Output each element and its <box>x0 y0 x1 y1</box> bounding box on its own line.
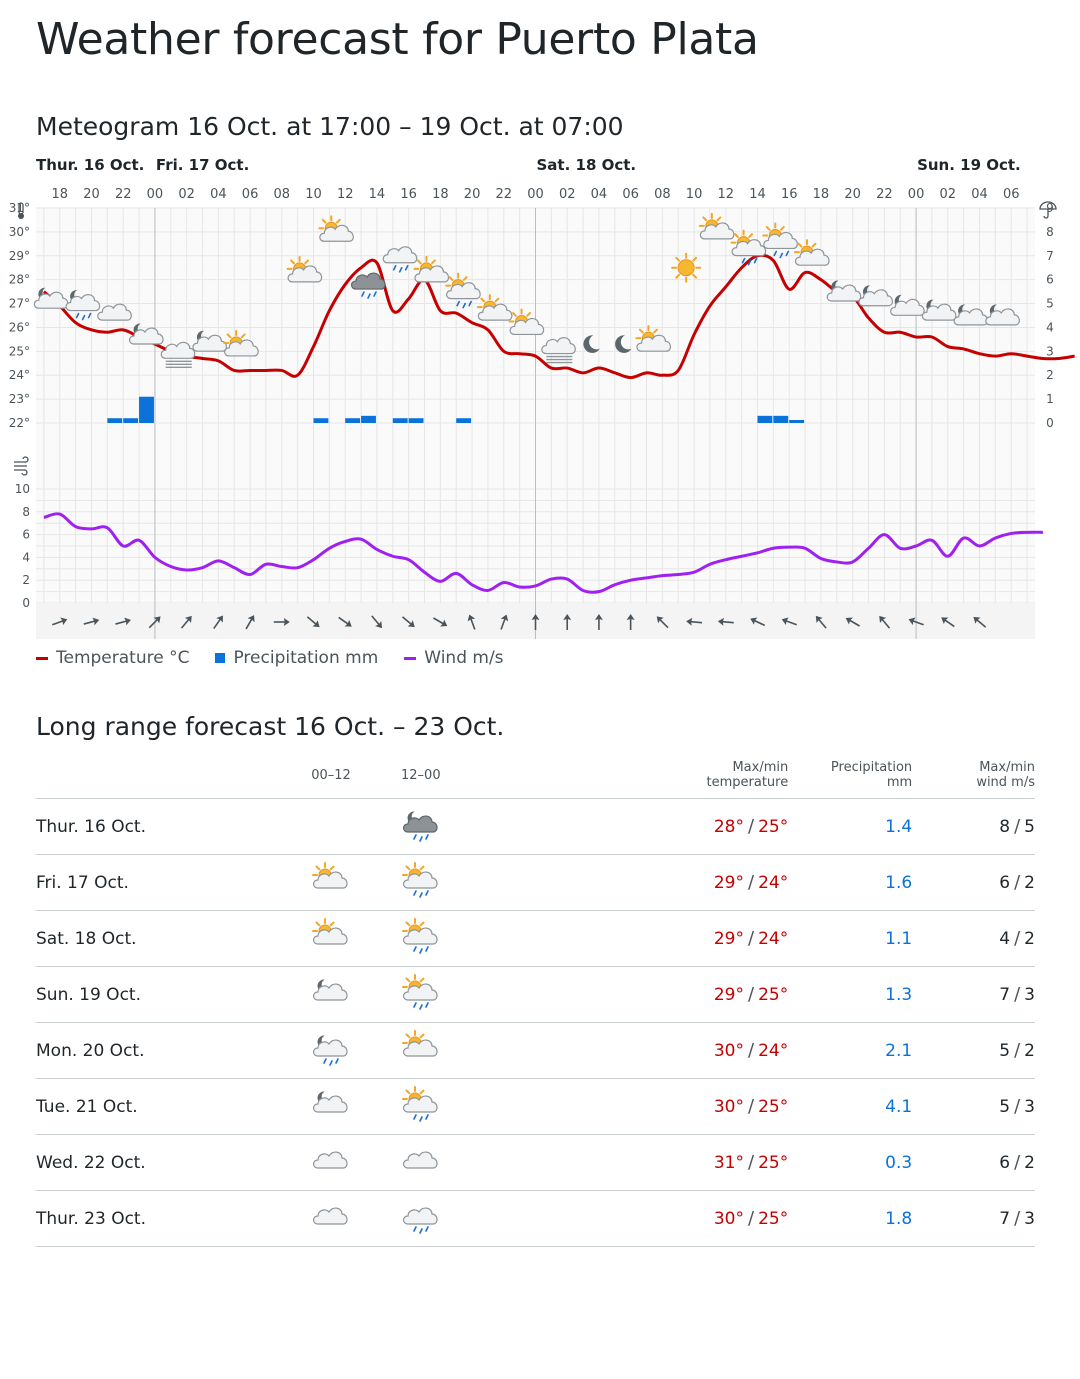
cloudy-icon <box>309 1141 353 1185</box>
forecast-day-symbol <box>376 967 466 1023</box>
temp-tick: 30° <box>8 224 30 239</box>
partly-cloudy-night-glyph <box>314 1091 348 1111</box>
temp-tick: 31° <box>8 201 30 215</box>
precip-tick: 0 <box>1046 416 1054 430</box>
partly-cloudy-rain-day-icon <box>399 861 443 905</box>
forecast-temperature <box>647 911 788 967</box>
temp-tick: 28° <box>8 272 30 287</box>
partly-cloudy-day-glyph <box>403 1031 437 1056</box>
header-temperature-line1: Max/min <box>732 760 789 775</box>
hour-label: 04 <box>590 187 608 202</box>
hour-label: 22 <box>495 187 513 202</box>
forecast-day-symbol <box>376 855 466 911</box>
header-day-period: 12–00 <box>376 752 466 799</box>
hour-label: 00 <box>146 187 164 202</box>
forecast-wind <box>912 1135 1035 1191</box>
precipitation-bar <box>314 418 329 423</box>
hour-label: 18 <box>432 187 449 202</box>
precipitation-bar <box>456 418 471 423</box>
forecast-night-symbol <box>286 1023 376 1079</box>
partly-cloudy-sun-glyph <box>313 919 347 944</box>
hour-label: 16 <box>400 187 417 202</box>
forecast-temperature <box>647 1023 788 1079</box>
forecast-day: Tue. 21 Oct. <box>36 1079 286 1135</box>
hour-label: 08 <box>654 187 671 202</box>
header-wind-line1: Max/min <box>979 760 1035 775</box>
meteogram-legend <box>36 648 504 668</box>
hour-label: 18 <box>51 187 69 202</box>
wind-tick: 2 <box>22 573 30 588</box>
forecast-precipitation: 2.1 <box>788 1023 912 1079</box>
header-precipitation-line1: Precipitation <box>830 760 913 775</box>
long-range-table <box>36 752 1035 1247</box>
hour-label: 04 <box>210 187 227 202</box>
forecast-day-symbol <box>376 911 466 967</box>
wind-tick: 0 <box>22 596 30 610</box>
wind-min: 2 <box>1024 1153 1035 1173</box>
forecast-day: Sat. 18 Oct. <box>36 911 286 967</box>
forecast-precipitation: 1.1 <box>788 911 912 967</box>
wind-separator: / <box>1014 1096 1021 1117</box>
wind-separator: / <box>1014 984 1021 1005</box>
temp-min: 25° <box>758 1153 789 1173</box>
day-label: Sat. 18 Oct. <box>536 156 637 174</box>
precip-tick: 4 <box>1046 320 1054 335</box>
temp-min: 24° <box>758 1041 789 1061</box>
temp-max: 29° <box>713 873 744 893</box>
temp-tick: 24° <box>8 368 30 383</box>
forecast-temperature <box>647 1191 788 1247</box>
hour-label: 02 <box>178 187 195 202</box>
heavy-rain-cloud-night-glyph <box>403 811 437 840</box>
precip-tick: 6 <box>1046 272 1054 287</box>
hour-label: 14 <box>368 187 386 202</box>
forecast-wind <box>912 799 1035 855</box>
wind-tick: 4 <box>22 550 30 565</box>
page-title: Weather forecast for Puerto Plata <box>36 14 759 65</box>
wind-tick: 10 <box>14 482 30 496</box>
wind-max: 7 <box>999 985 1011 1005</box>
forecast-day-symbol <box>376 1191 466 1247</box>
precipitation-bar <box>773 416 788 423</box>
partly-cloudy-night-icon <box>309 1085 353 1129</box>
long-range-title: Long range forecast 16 Oct. – 23 Oct. <box>36 712 505 741</box>
forecast-night-symbol <box>286 1079 376 1135</box>
day-label: Fri. 17 Oct. <box>155 156 250 174</box>
cloudy-icon <box>399 1141 443 1185</box>
hour-label: 00 <box>907 187 925 202</box>
legend-temperature <box>36 648 189 668</box>
partly-cloudy-day-icon <box>309 861 353 905</box>
precip-tick: 1 <box>1046 392 1054 407</box>
forecast-spacer <box>466 911 647 967</box>
wind-tick: 8 <box>22 504 30 519</box>
header-night: 00–12 <box>286 752 376 799</box>
forecast-temperature <box>647 967 788 1023</box>
temp-max: 30° <box>713 1097 744 1117</box>
forecast-temperature <box>647 1135 788 1191</box>
forecast-day-symbol <box>376 1135 466 1191</box>
forecast-row[interactable] <box>36 1023 1035 1079</box>
forecast-day: Thur. 23 Oct. <box>36 1191 286 1247</box>
temp-tick: 27° <box>8 296 30 311</box>
partly-cloudy-rain-day-glyph <box>403 975 437 1009</box>
header-temperature <box>647 752 788 799</box>
partly-cloudy-rain-night-icon <box>309 1029 353 1073</box>
forecast-wind <box>912 911 1035 967</box>
partly-cloudy-rain-day-icon <box>399 1085 443 1129</box>
wind-min: 2 <box>1024 873 1035 893</box>
precip-tick: 7 <box>1046 248 1054 263</box>
wind-max: 7 <box>999 1209 1011 1229</box>
partly-cloudy-rain-night-glyph <box>314 1035 348 1064</box>
forecast-spacer <box>466 855 647 911</box>
forecast-day-symbol <box>376 1023 466 1079</box>
cloudy-glyph <box>403 1152 437 1168</box>
partly-cloudy-day-glyph <box>313 863 347 888</box>
meteogram-hours <box>52 187 1020 202</box>
forecast-row[interactable] <box>36 1135 1035 1191</box>
rain-cloud-icon <box>399 1197 443 1241</box>
header-precipitation-line2: mm <box>886 775 913 790</box>
day-label: Sun. 19 Oct. <box>917 156 1021 174</box>
rain-cloud-glyph <box>403 1208 437 1233</box>
forecast-spacer <box>466 799 647 855</box>
forecast-row[interactable] <box>36 799 1035 855</box>
partly-cloudy-sun-icon <box>309 917 353 961</box>
sun-icon <box>672 254 700 282</box>
temp-tick: 25° <box>8 344 30 359</box>
precipitation-bar <box>139 397 154 423</box>
temp-max: 29° <box>713 985 744 1005</box>
header-wind <box>912 752 1035 799</box>
precip-tick: 3 <box>1046 344 1054 359</box>
wind-max: 5 <box>999 1041 1011 1061</box>
cloudy-glyph <box>314 1208 348 1224</box>
temp-tick: 26° <box>8 320 30 335</box>
forecast-day: Fri. 17 Oct. <box>36 855 286 911</box>
precipitation-bar <box>789 420 804 423</box>
forecast-spacer <box>466 1079 647 1135</box>
precip-tick: 5 <box>1046 296 1054 311</box>
wind-max: 6 <box>999 873 1011 893</box>
hour-label: 04 <box>971 187 988 202</box>
temp-max: 29° <box>713 929 744 949</box>
wind-separator: / <box>1014 928 1021 949</box>
precipitation-bar <box>361 416 376 423</box>
hour-label: 12 <box>717 187 735 202</box>
meteogram-chart <box>0 150 1080 645</box>
header-day <box>36 752 286 799</box>
hour-label: 22 <box>114 187 132 202</box>
header-temperature-line2: temperature <box>706 775 789 790</box>
legend-wind <box>404 648 503 668</box>
wind-separator: / <box>1014 1152 1021 1173</box>
precipitation-bar <box>107 418 122 423</box>
partly-cloudy-night-glyph <box>314 979 348 999</box>
hour-label: 02 <box>558 187 576 202</box>
forecast-precipitation: 1.6 <box>788 855 912 911</box>
wind-min: 3 <box>1024 1209 1035 1229</box>
precip-tick: 9 <box>1046 201 1054 215</box>
hour-label: 16 <box>780 187 798 202</box>
temp-max: 28° <box>713 817 744 837</box>
temp-tick: 22° <box>8 416 30 430</box>
hour-label: 00 <box>527 187 544 202</box>
temp-min: 25° <box>758 1097 789 1117</box>
wind-separator: / <box>1014 1040 1021 1061</box>
forecast-precipitation: 0.3 <box>788 1135 912 1191</box>
forecast-spacer <box>466 1023 647 1079</box>
precipitation-bar <box>123 418 138 423</box>
hour-label: 06 <box>1002 187 1020 202</box>
temp-tick: 29° <box>8 248 30 263</box>
temp-max: 31° <box>713 1153 744 1173</box>
temp-min: 24° <box>758 873 789 893</box>
forecast-day: Thur. 16 Oct. <box>36 799 286 855</box>
meteogram-title: Meteogram 16 Oct. at 17:00 – 19 Oct. at 07:00 <box>36 112 624 141</box>
forecast-row[interactable] <box>36 1079 1035 1135</box>
cloudy-glyph <box>314 1152 348 1168</box>
cloudy-icon <box>309 1197 353 1241</box>
hour-label: 22 <box>876 187 893 202</box>
day-label: Thur. 16 Oct. <box>36 156 145 174</box>
forecast-wind <box>912 1191 1035 1247</box>
forecast-day: Wed. 22 Oct. <box>36 1135 286 1191</box>
hour-label: 14 <box>749 187 766 202</box>
forecast-day-symbol <box>376 799 466 855</box>
legend-temperature-label: Temperature °C <box>56 648 190 668</box>
forecast-spacer <box>466 1135 647 1191</box>
partly-cloudy-rain-day-icon <box>399 917 443 961</box>
forecast-temperature <box>647 1079 788 1135</box>
temp-separator: / <box>748 984 755 1005</box>
hour-label: 20 <box>463 187 481 202</box>
precipitation-bar <box>393 418 408 423</box>
legend-precipitation <box>215 648 378 668</box>
forecast-day: Mon. 20 Oct. <box>36 1023 286 1079</box>
heavy-rain-cloud-night-icon <box>399 805 443 849</box>
hour-label: 10 <box>685 187 703 202</box>
temp-min: 25° <box>758 817 789 837</box>
partly-cloudy-rain-day-glyph <box>403 1087 437 1121</box>
precipitation-bar <box>409 418 424 423</box>
header-precipitation <box>788 752 912 799</box>
long-range-header-row <box>36 752 1035 799</box>
hour-label: 06 <box>622 187 639 202</box>
temp-min: 25° <box>758 1209 789 1229</box>
temp-max: 30° <box>713 1209 744 1229</box>
wind-icon <box>14 457 28 475</box>
wind-separator: / <box>1014 872 1021 893</box>
hour-label: 06 <box>241 187 259 202</box>
wind-min: 2 <box>1024 929 1035 949</box>
forecast-night-symbol <box>286 1135 376 1191</box>
temp-min: 24° <box>758 929 789 949</box>
temp-tick: 23° <box>8 392 30 407</box>
forecast-row[interactable] <box>36 911 1035 967</box>
forecast-day-symbol <box>376 1079 466 1135</box>
forecast-wind <box>912 1079 1035 1135</box>
header-spacer <box>466 752 647 799</box>
hour-label: 02 <box>939 187 957 202</box>
wind-max: 6 <box>999 1153 1011 1173</box>
temp-separator: / <box>748 1040 755 1061</box>
forecast-night-symbol <box>286 967 376 1023</box>
wind-min: 3 <box>1024 1097 1035 1117</box>
temp-separator: / <box>748 1096 755 1117</box>
partly-cloudy-rain-day-glyph <box>403 863 437 897</box>
temp-separator: / <box>748 816 755 837</box>
forecast-temperature <box>647 799 788 855</box>
precipitation-bar <box>345 418 360 423</box>
temp-separator: / <box>748 1208 755 1229</box>
temp-separator: / <box>748 872 755 893</box>
forecast-row[interactable] <box>36 967 1035 1023</box>
forecast-night-symbol <box>286 1191 376 1247</box>
temp-max: 30° <box>713 1041 744 1061</box>
wind-max: 4 <box>999 929 1011 949</box>
wind-separator: / <box>1014 1208 1021 1229</box>
forecast-day: Sun. 19 Oct. <box>36 967 286 1023</box>
hour-label: 12 <box>336 187 354 202</box>
forecast-row[interactable] <box>36 1191 1035 1247</box>
wind-tick: 6 <box>22 527 30 542</box>
partly-cloudy-day-icon <box>399 1029 443 1073</box>
forecast-precipitation: 1.8 <box>788 1191 912 1247</box>
forecast-precipitation: 1.4 <box>788 799 912 855</box>
wind-max: 5 <box>999 1097 1011 1117</box>
forecast-precipitation: 1.3 <box>788 967 912 1023</box>
wind-min: 3 <box>1024 985 1035 1005</box>
hour-label: 20 <box>844 187 861 202</box>
forecast-wind <box>912 1023 1035 1079</box>
precip-tick: 2 <box>1046 368 1054 383</box>
temp-separator: / <box>748 928 755 949</box>
partly-cloudy-rain-day-icon <box>399 973 443 1017</box>
forecast-row[interactable] <box>36 855 1035 911</box>
hour-label: 20 <box>83 187 100 202</box>
legend-precipitation-label: Precipitation mm <box>233 648 379 668</box>
wind-separator: / <box>1014 816 1021 837</box>
precipitation-bar <box>758 416 773 423</box>
forecast-wind <box>912 855 1035 911</box>
temp-separator: / <box>748 1152 755 1173</box>
wind-min: 2 <box>1024 1041 1035 1061</box>
wind-max: 8 <box>999 817 1011 837</box>
header-wind-line2: wind m/s <box>976 775 1035 790</box>
partly-cloudy-night-icon <box>309 973 353 1017</box>
forecast-temperature <box>647 855 788 911</box>
temp-min: 25° <box>758 985 789 1005</box>
forecast-night-symbol <box>286 911 376 967</box>
precip-tick: 8 <box>1046 224 1054 239</box>
forecast-night-symbol <box>286 799 376 855</box>
wind-min: 5 <box>1024 817 1035 837</box>
forecast-spacer <box>466 967 647 1023</box>
forecast-spacer <box>466 1191 647 1247</box>
partly-cloudy-rain-day-glyph <box>403 919 437 953</box>
hour-label: 18 <box>812 187 830 202</box>
hour-label: 10 <box>305 187 322 202</box>
forecast-precipitation: 4.1 <box>788 1079 912 1135</box>
forecast-night-symbol <box>286 855 376 911</box>
hour-label: 08 <box>273 187 291 202</box>
forecast-wind <box>912 967 1035 1023</box>
legend-wind-label: Wind m/s <box>424 648 504 668</box>
